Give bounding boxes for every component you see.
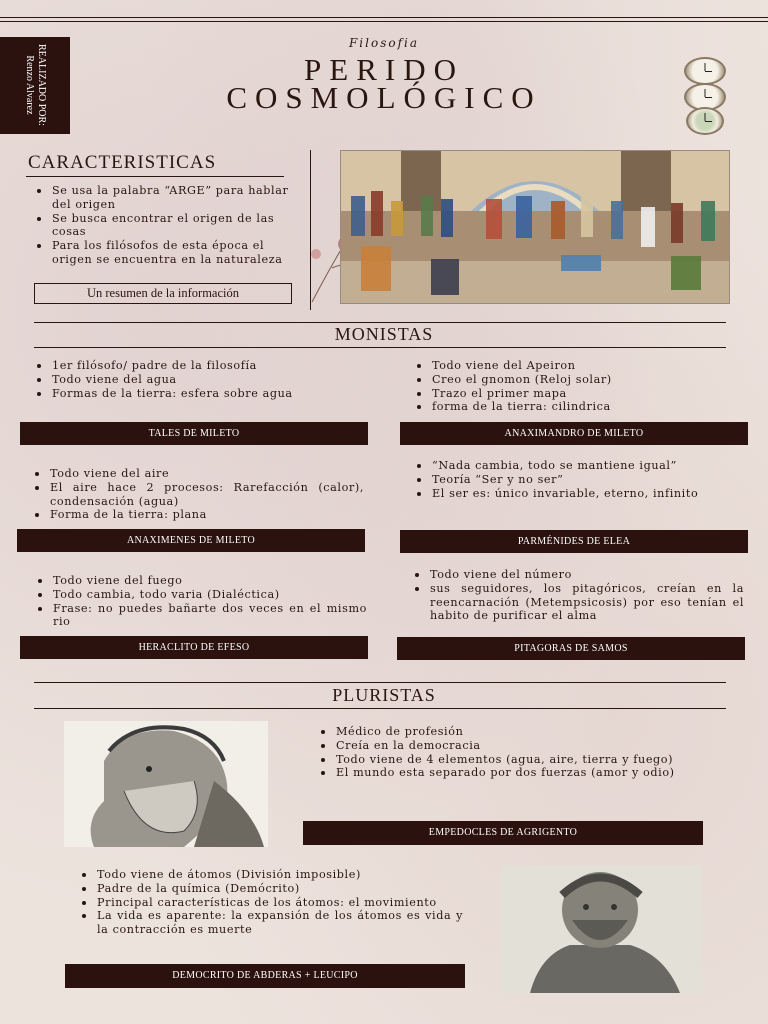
pluristas-bottom-rule	[34, 708, 726, 709]
monistas-top-rule	[34, 322, 726, 323]
list-item: Creía en la democracia	[318, 739, 700, 753]
list-item: 1er filósofo/ padre de la filosofía	[34, 359, 366, 373]
list-item: El aire hace 2 procesos: Rarefacción (calor), condensación (agua)	[32, 481, 364, 509]
caracteristicas-underline	[26, 176, 284, 177]
pitagoras-bar: PITAGORAS DE SAMOS	[397, 637, 745, 660]
clock-icon	[684, 57, 726, 85]
list-item: Teoría “Ser y no ser”	[414, 473, 746, 487]
page-title-line1: PERIDO	[304, 52, 464, 87]
democrito-bust-image	[500, 865, 702, 993]
monistas-bottom-rule	[34, 347, 726, 348]
list-item: Todo viene de 4 elementos (agua, aire, tierra y fuego)	[318, 753, 700, 767]
list-item: El ser es: único invariable, eterno, infinito	[414, 487, 746, 501]
parmenides-bar: PARMÉNIDES DE ELEA	[400, 530, 748, 553]
page-title-line2: COSMOLÓGICO	[226, 80, 542, 115]
subject-label: Filosofia	[348, 36, 420, 50]
list-item: Todo viene del fuego	[35, 574, 367, 588]
list-item: Principal características de los átomos: el movimiento	[79, 896, 463, 910]
list-item: Padre de la química (Demócrito)	[79, 882, 463, 896]
summary-box: Un resumen de la información	[34, 283, 292, 304]
list-item: Todo viene de átomos (División imposible)	[79, 868, 463, 882]
list-item: Todo viene del aire	[32, 467, 364, 481]
list-item: Se busca encontrar el origen de las cosas	[34, 212, 296, 240]
author-name: Renzo Alvarez	[24, 55, 35, 115]
empedocles-list	[318, 725, 700, 780]
anaximenes-bar: ANAXIMENES DE MILETO	[17, 529, 365, 552]
anaximandro-list	[414, 359, 746, 414]
pitagoras-list	[412, 568, 744, 623]
list-item: Todo viene del Apeiron	[414, 359, 746, 373]
caracteristicas-list	[34, 184, 296, 267]
list-item: “Nada cambia, todo se mantiene igual”	[414, 459, 746, 473]
heraclito-list	[35, 574, 367, 629]
list-item: El mundo esta separado por dos fuerzas (amor y odio)	[318, 766, 700, 780]
empedocles-bar: EMPEDOCLES DE AGRIGENTO	[303, 821, 703, 845]
empedocles-portrait	[64, 721, 268, 847]
list-item: forma de la tierra: cilindrica	[414, 400, 746, 414]
list-item: Trazo el primer mapa	[414, 387, 746, 401]
school-of-athens-image	[340, 150, 730, 304]
top-rule-2	[0, 21, 768, 22]
pluristas-heading: PLURISTAS	[332, 685, 436, 705]
heraclito-bar: HERACLITO DE EFESO	[20, 636, 368, 659]
pluristas-top-rule	[34, 682, 726, 683]
author-label: REALIZADO POR:	[36, 44, 47, 126]
caracteristicas-heading: CARACTERISTICAS	[28, 152, 217, 173]
top-rule	[0, 17, 768, 18]
tales-bar: TALES DE MILETO	[20, 422, 368, 445]
clock-icon	[686, 107, 724, 135]
list-item: Se usa la palabra “ARGE” para hablar del origen	[34, 184, 296, 212]
list-item: Para los filósofos de esta época el origen se encuentra en la naturaleza	[34, 239, 296, 267]
democrito-bar: DEMOCRITO DE ABDERAS + LEUCIPO	[65, 964, 465, 988]
list-item: Todo viene del agua	[34, 373, 366, 387]
list-item: sus seguidores, los pitagóricos, creían en la reencarnación (Metempsicosis) por eso tenían el habito de purificar el alma	[412, 582, 744, 623]
list-item: Médico de profesión	[318, 725, 700, 739]
tales-list	[34, 359, 366, 400]
anaximandro-bar: ANAXIMANDRO DE MILETO	[400, 422, 748, 445]
list-item: Forma de la tierra: plana	[32, 508, 364, 522]
anaximenes-list	[32, 467, 364, 522]
democrito-list	[79, 868, 463, 937]
parmenides-list	[414, 459, 746, 500]
monistas-heading: MONISTAS	[334, 324, 434, 344]
list-item: Creo el gnomon (Reloj solar)	[414, 373, 746, 387]
list-item: Todo viene del número	[412, 568, 744, 582]
list-item: La vida es aparente: la expansión de los átomos es vida y la contracción es muerte	[79, 909, 463, 937]
list-item: Formas de la tierra: esfera sobre agua	[34, 387, 366, 401]
list-item: Frase: no puedes bañarte dos veces en el mismo rio	[35, 602, 367, 630]
list-item: Todo cambia, todo varia (Dialéctica)	[35, 588, 367, 602]
